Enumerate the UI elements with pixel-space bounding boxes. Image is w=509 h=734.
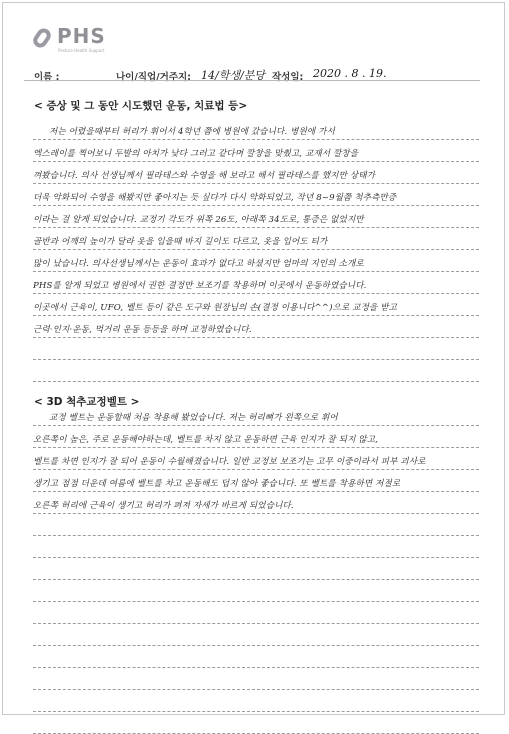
section-title-belt: < 3D 척추교정벨트 > xyxy=(34,396,140,408)
writing-line xyxy=(33,294,479,316)
handwritten-text: 많이 났습니다. 의사선생님께서는 운동이 효과가 없다고 하셨지만 엄마의 지인의 소개로 xyxy=(33,259,364,269)
logo-brand: PHS xyxy=(57,24,106,48)
writing-line xyxy=(33,580,479,602)
date-label: 작성일: xyxy=(272,72,304,83)
handwritten-text: 오른쪽 허리에 근육이 생기고 허리가 펴져 자세가 바르게 되었습니다. xyxy=(33,501,294,511)
handwritten-text: 이곳에서 근육이, UFO, 벨트 등이 같은 도구와 원장님의 손(결정 이용니다^^)으로 교정을 받고 xyxy=(33,303,398,313)
writing-line xyxy=(33,272,479,294)
handwritten-text: 껴봤습니다. 의사 선생님께서 필라테스와 수영을 해 보라고 해서 필라테스를 했지만 상태가 xyxy=(33,171,376,181)
writing-line xyxy=(33,206,479,228)
handwritten-text: 이라는 걸 알게 되었습니다. 교정기 각도가 위쪽 26도, 아래쪽 34도로, 통증은 없었지만 xyxy=(33,215,364,225)
writing-line xyxy=(33,448,479,470)
writing-line xyxy=(33,536,479,558)
date-value: 2020 . 8 . 19. xyxy=(313,67,387,80)
handwritten-text: 엑스레이를 찍어보니 두발의 아치가 낮다 그러고 같다며 깔창을 맞췄고, 교재서 깔창을 xyxy=(33,149,359,159)
writing-line xyxy=(33,514,479,536)
handwritten-text: 교정 벨트는 운동할때 처음 착용해 봤었습니다. 저는 허리뼈가 왼쪽으로 휘어 xyxy=(49,413,338,423)
section-lines-belt xyxy=(33,404,479,734)
writing-line xyxy=(33,338,479,360)
writing-line xyxy=(33,404,479,426)
writing-line xyxy=(33,140,479,162)
writing-line xyxy=(33,316,479,338)
writing-line xyxy=(33,558,479,580)
writing-line xyxy=(33,690,479,712)
writing-line xyxy=(33,602,479,624)
writing-line xyxy=(33,118,479,140)
writing-line xyxy=(33,470,479,492)
writing-line xyxy=(33,228,479,250)
handwritten-text: 근력·인지·운동, 먹거리 운동 등등을 하며 교정하였습니다. xyxy=(33,325,252,335)
writing-line xyxy=(33,360,479,382)
name-label: 이름 : xyxy=(34,72,60,83)
handwritten-text: 벨트를 차면 인지가 잘 되어 운동이 수월해졌습니다. 일반 교정보 보조기는 고무 이중이라서 피부 괴사로 xyxy=(33,457,426,467)
writing-line xyxy=(33,492,479,514)
header-divider xyxy=(24,80,480,81)
handwritten-text: 오른쪽이 높은, 주로 운동해야하는데, 벨트를 차지 않고 운동하면 근육 인지가 잘 되지 않고, xyxy=(33,435,378,445)
section-title-symptoms: < 증상 및 그 동안 시도했던 운동, 치료법 등> xyxy=(34,100,248,112)
logo-tagline: Posture Health Support xyxy=(58,48,105,53)
writing-line xyxy=(33,712,479,734)
writing-line xyxy=(33,646,479,668)
handwritten-text: 골반과 어깨의 높이가 달라 옷을 입을때 바지 길이도 다르고, 옷을 입어도 티가 xyxy=(33,237,328,247)
writing-line xyxy=(33,162,479,184)
age-job-residence-value: 14/학생/분당 xyxy=(201,69,265,82)
section-lines-symptoms xyxy=(33,118,479,382)
handwritten-text: 생기고 점점 더운데 여름에 벨트를 차고 운동해도 덥지 않아 좋습니다. 또 벨트를 착용하면 저절로 xyxy=(33,479,401,489)
logo xyxy=(30,24,170,56)
writing-line xyxy=(33,184,479,206)
phs-logo-icon xyxy=(30,26,54,50)
writing-line xyxy=(33,250,479,272)
handwritten-text: PHS를 알게 되었고 병원에서 권한 결정만 보조기를 착용하며 이곳에서 운동하였습니다. xyxy=(33,281,367,291)
handwritten-text: 저는 어렸을때부터 허리가 휘어서 4학년 쯤에 병원에 갔습니다. 병원에 가서 xyxy=(49,127,335,137)
handwritten-text: 더욱 악화되어 수영을 해봤지만 좋아지는 듯 싶다가 다시 악화되었고, 작년 8~9월쯤 척추측만증 xyxy=(33,193,397,203)
writing-line xyxy=(33,668,479,690)
writing-line xyxy=(33,426,479,448)
age-job-residence-label: 나이/직업/거주지: xyxy=(116,72,191,83)
writing-line xyxy=(33,624,479,646)
